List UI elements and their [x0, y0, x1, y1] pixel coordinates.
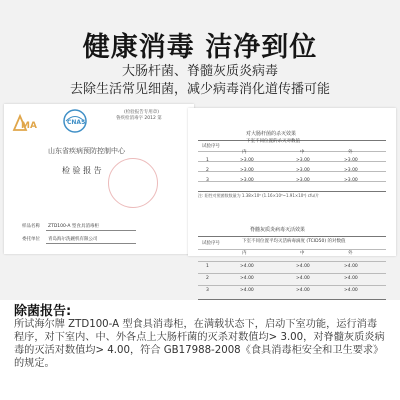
table2-subcol-3: 外: [348, 251, 353, 256]
table2-row2-v1: >4.00: [240, 276, 254, 281]
table2-row1-v1: >4.00: [240, 264, 254, 269]
table1-row3-v3: >3.00: [344, 178, 358, 183]
table1-row3-v1: >3.00: [240, 178, 254, 183]
table2-title: 脊髓灰质炎病毒灭活效果: [250, 227, 306, 233]
table2-row3-no: 3: [206, 288, 209, 293]
client-underline: [46, 243, 136, 244]
table2-row3-v3: >4.00: [344, 288, 358, 293]
table1-row1-v2: >3.00: [296, 158, 310, 163]
table1-row1-v3: >3.00: [344, 158, 358, 163]
table2-row2-no: 2: [206, 276, 209, 281]
client-label: 委托单位: [22, 237, 40, 242]
table2-header: 下室不同位置平均灭活病毒滴度 (TCID50) 的对数值: [242, 239, 346, 244]
table1-col-label: 试验序号: [202, 144, 220, 149]
table1-subcol-1: 内: [242, 150, 247, 155]
table1-title: 对大肠杆菌的杀灭效果: [246, 131, 297, 137]
table1-row1-no: 1: [206, 158, 209, 163]
subtitle-line-2: 去除生活常见细菌，减少病毒消化道传播可能: [69, 82, 330, 97]
table1: [198, 140, 386, 192]
table1-row3-no: 3: [206, 178, 209, 183]
table1-row3-v2: >3.00: [296, 178, 310, 183]
ma-logo-icon: [12, 112, 46, 134]
product-label: 样品名称: [22, 224, 40, 229]
official-stamp: [108, 158, 158, 208]
table2-col-label: 试验序号: [202, 241, 220, 246]
document-title: 检 验 报 告: [62, 166, 102, 175]
table2-row2-v2: >4.00: [296, 276, 310, 281]
table2-row2-v3: >4.00: [344, 276, 358, 281]
table2-row1-v2: >4.00: [296, 264, 310, 269]
product-underline: [46, 230, 136, 231]
table1-subcol-2: 中: [300, 150, 305, 155]
table1-row2-no: 2: [206, 168, 209, 173]
report-no-label: 鲁疾检消毒字 2012 第: [116, 116, 162, 121]
subtitle-line-1: 大肠杆菌、脊髓灰质炎病毒: [121, 64, 278, 79]
table2-subcol-2: 中: [300, 251, 305, 256]
page-title: 健康消毒 洁净到位: [82, 32, 318, 63]
note-body: 所试海尔牌 ZTD100-A 型食具消毒柜，在满载状态下，启动下室功能，运行消毒程序，对下室内、中、外各点上大肠杆菌的灭杀对数值均> 3.00，对脊髓灰质炎病毒的灭活对数值均> 4.00，符合 GB17988-2008《食具消毒柜安全和卫生要求》的规定。: [14, 319, 385, 369]
table2-subcol-1: 内: [242, 251, 247, 256]
table2-row3-v1: >4.00: [240, 288, 254, 293]
table2-row1-no: 1: [206, 264, 209, 269]
table1-row2-v2: >3.00: [296, 168, 310, 173]
table1-row2-v3: >3.00: [344, 168, 358, 173]
client-value: 青岛海尔洗碗机有限公司: [48, 237, 98, 242]
table1-subcol-3: 外: [348, 150, 353, 155]
product-value: ZTD100-A 型食具消毒柜: [48, 224, 99, 229]
table2-row1-v3: >4.00: [344, 264, 358, 269]
table2-row3-v2: >4.00: [296, 288, 310, 293]
note-title: 除菌报告:: [14, 304, 72, 319]
svg-text:CNAS: CNAS: [67, 119, 86, 126]
cnas-logo-icon: [60, 108, 90, 134]
table1-row1-v1: >3.00: [240, 158, 254, 163]
org-name: 山东省疾病预防控制中心: [48, 147, 125, 155]
table1-row2-v1: >3.00: [240, 168, 254, 173]
table1-note: 注: 阳性对照菌数数量为 1.38×10⁶ (1.16×10⁶~1.91×10⁶) cfu/片: [198, 193, 320, 198]
table1-header: 下室不同位置的杀灭对数值: [246, 139, 300, 144]
svg-text:MA: MA: [21, 121, 37, 131]
stamp-note: (检验报告专用章): [124, 110, 160, 115]
